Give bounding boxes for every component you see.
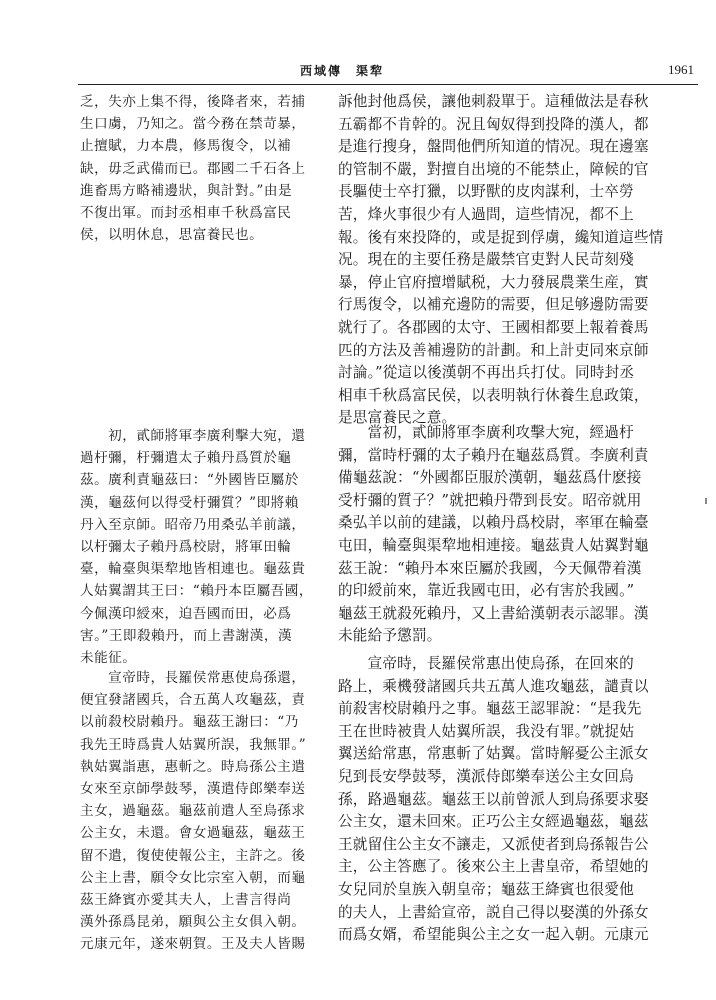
- running-title: 西域傳 渠犂: [300, 64, 385, 78]
- translation-paragraph-3: 宣帝時，長羅侯常惠出使烏孫，在回來的 路上，乘機發諸國兵共五萬人進攻龜茲，譴責以 前殺害校尉賴丹之事。龜茲王認罪說：“是我先 王在世時被貴人姑翼所誤，我没有罪。”就捉姑 翼送給常惠，常惠斬了姑翼。當時解憂公主派女 兒到長安學鼓琴，漢派侍郎樂奉送公主女回烏 孫，路過龜茲。龜茲王以前曾派人到烏孫要求娶 公主女，還未回來。正巧公主女經過龜茲，龜茲 王就留住公主女不讓走，又派使者到烏孫報告公 主，公主答應了。後來公主上書皇帝，希望她的 女兒同於皇族入朝皇帝；龜茲王絳賓也很愛他 的夫人，上書給宣帝，説自己得以娶漢的外孫女 而爲女婿，希望能與公主之女一起入朝。元康元: [338, 655, 649, 944]
- header-rule: [78, 84, 698, 85]
- classical-paragraph-2: 初，貳師將軍李廣利擊大宛，還 過杅彌，杅彌遣太子賴丹爲質於龜 茲。廣利責龜茲曰：“外國皆臣屬於 漢，龜茲何以得受杅彌質？”即將賴 丹入至京師。昭帝乃用桑弘羊前議， 以杅彌太子賴丹爲校尉，將軍田輪 臺，輪臺與渠犂地皆相連也。龜茲貴 人姑翼謂其王曰：“賴丹本臣屬吾國， 今佩漢印綬來，迫吾國而田，必爲 害。”王即殺賴丹，而上書謝漢，漢 未能征。: [80, 428, 313, 667]
- translation-paragraph-1: 訴他封他爲侯，讓他刺殺單于。這種做法是春秋 五霸都不肯幹的。況且匈奴得到投降的漢人，都 是進行搜身，盤問他們所知道的情况。現在邊塞 的管制不嚴，對擅自出境的不能禁止，障候的官 長驅使士卒打獵，以野獸的皮肉謀利，士卒勞 苦，烽火事很少有人過問，這些情况，都不上 報。後有來投降的，或是捉到俘虜，纔知道這些情 况。現在的主要任務是嚴禁官吏對人民苛刻殘 暴，停止官府擅增賦税，大力發展農業生産，實 行馬復令，以補充邊防的需要，但足够邊防需要 就行了。各郡國的太守、王國相都要上報着養馬 匹的方法及善補邊防的計劃。和上計吏同來京師 討論。”從這以後漢朝不再出兵打仗。同時封丞 相車千秋爲富民侯，以表明執行休養生息政策， 是思富養民之意。: [338, 93, 664, 427]
- page-header: [0, 62, 716, 82]
- scan-edge-mark: [705, 498, 707, 504]
- page-number: 1961: [668, 62, 694, 77]
- classical-paragraph-3: 宣帝時，長羅侯常惠使烏孫還， 便宜發諸國兵，合五萬人攻龜茲，責 以前殺校尉賴丹。龜茲王謝曰：“乃 我先王時爲貴人姑翼所誤，我無罪。” 執姑翼詣惠，惠斬之。時烏孫公主遣 女來至京師學鼓琴，漢遣侍郎樂奉送 主女，過龜茲。龜茲前遣人至烏孫求 公主女，未還。會女過龜茲，龜茲王 留不遣，復使使報公主，主許之。後 公主上書，願令女比宗室入朝，而龜 茲王絳賓亦愛其夫人，上書言得尚 漢外孫爲昆弟，願與公主女俱入朝。 元康元年，遂來朝賀。王及夫人皆賜: [80, 670, 307, 953]
- translation-paragraph-2: 當初，貳師將軍李廣利攻擊大宛，經過杅 彌，當時杅彌的太子賴丹在龜茲爲質。李廣利責 備龜茲說：“外國都臣服於漢朝，龜茲爲什麽接 受杅彌的質子？”就把賴丹帶到長安。昭帝就用 桑弘羊以前的建議，以賴丹爲校尉，率軍在輪臺 屯田，輪臺與渠犂地相連接。龜茲貴人姑翼對龜 茲王說：“賴丹本來臣屬於我國，今天佩帶着漢 的印綬前來，靠近我國屯田，必有害於我國。” 龜茲王就殺死賴丹，又上書給漢朝表示認罪。漢 未能給予懲罰。: [338, 424, 649, 645]
- classical-paragraph-1: 乏，失亦上集不得，後降者來，若捕 生口虜，乃知之。當今務在禁苛暴， 止擅賦，力本農，修馬復令，以補 缺，毋乏武備而已。郡國二千石各上 進畜馬方略補邊狀，與計對。”由是 不復出軍。而封丞相車千秋爲富民 侯，以明休息，思富養民也。: [80, 94, 306, 244]
